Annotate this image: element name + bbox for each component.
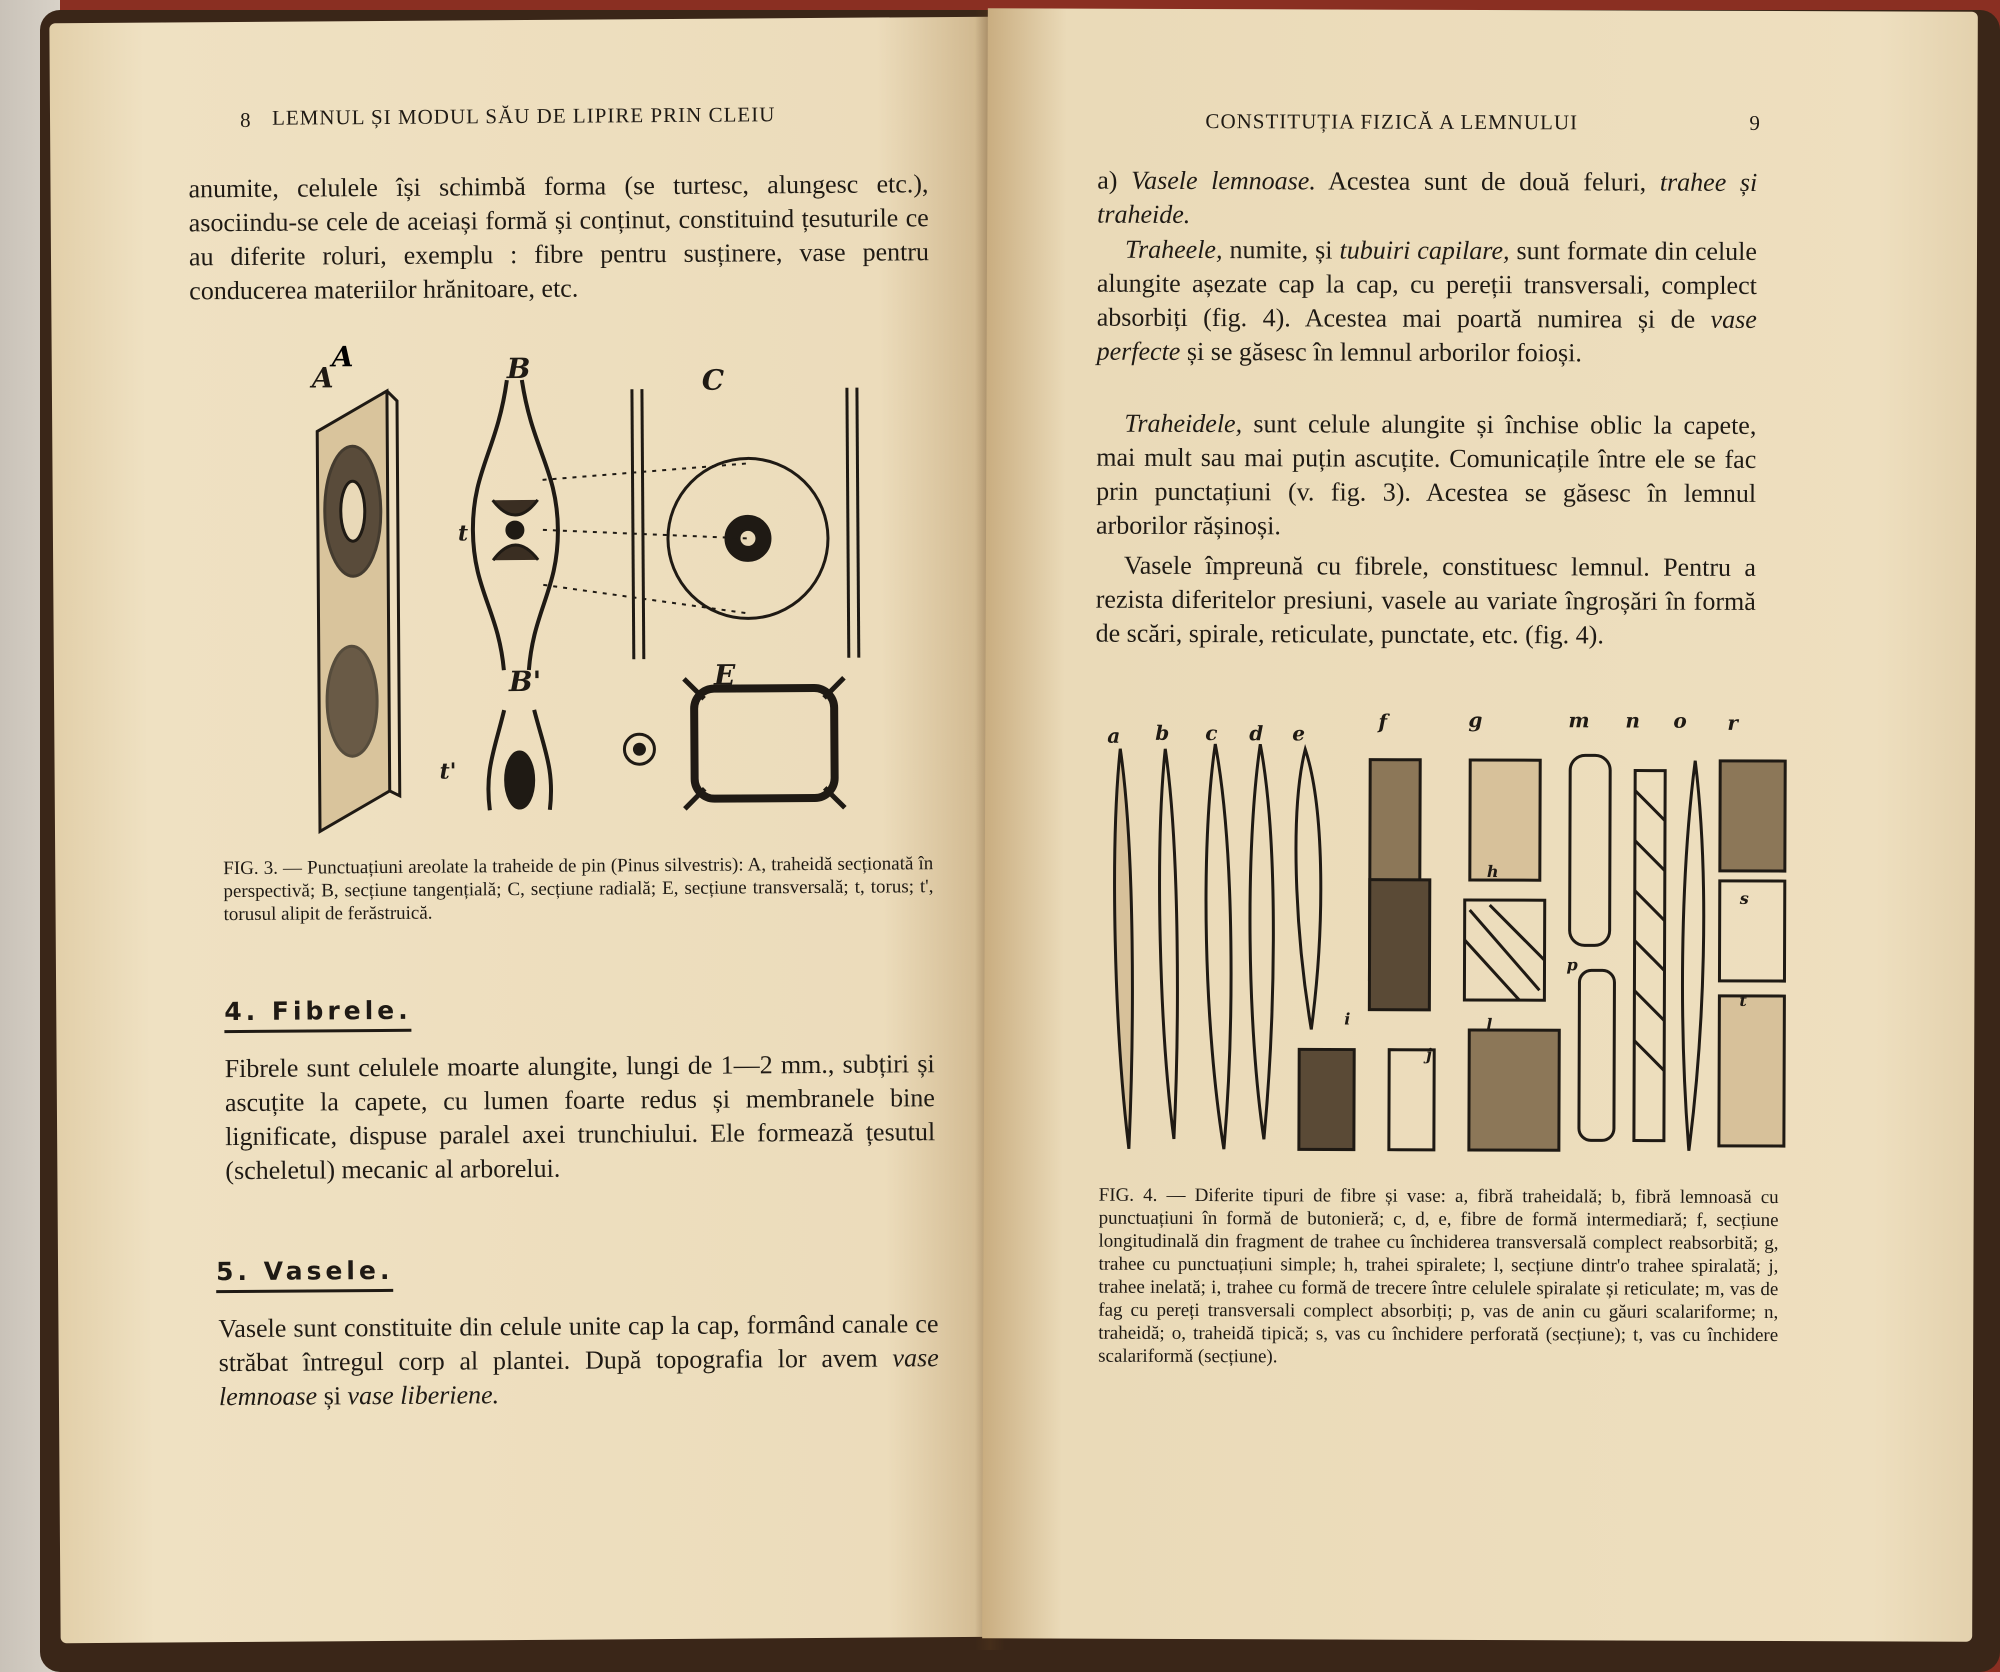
fig4-label-b: b bbox=[1155, 720, 1170, 745]
p3-body: sunt celule alungite și închise oblic la capete, mai mult sau mai puțin ascuțite. Comunicațile între ele se fac prin punctațiuni (v. fig. 3). Acestea se găsesc în lemnul arborilor rășinoși. bbox=[1095, 409, 1757, 541]
fig3-label-t-prime: t' bbox=[439, 758, 457, 785]
p2-b: sunt formate din celule alungite așezate cap la cap, cu pereții transversali, complect absorbiți (fig. 4). Acestea mai poartă numirea și de bbox=[1096, 236, 1758, 334]
right-running-head: CONSTITUȚIA FIZICĂ A LEMNULUI bbox=[1205, 109, 1579, 135]
fig4-label-c: c bbox=[1205, 721, 1218, 746]
fig3-label-E: E bbox=[713, 658, 736, 692]
left-page-number: 8 bbox=[239, 107, 251, 132]
p1-prefix: a) bbox=[1097, 165, 1132, 195]
section-5-term-liberiene: vase liberiene. bbox=[347, 1380, 500, 1411]
left-intro-paragraph: anumite, celulele își schimbă forma (se turtesc, alungesc etc.), asociindu-se cele de aceiași formă și conținut, constituind țesuturile ce au diferite roluri, exemplu : fibre pentru susținere, vase pentru conducerea materiilor hrănitoare, etc. bbox=[188, 169, 930, 306]
section-5-term-lemnoase: vase lemnoase bbox=[218, 1343, 939, 1412]
fig4-label-r: r bbox=[1727, 710, 1738, 735]
paragraph-vasele-impreuna: Vasele împreună cu fibrele, constituesc lemnul. Pentru a rezista diferitelor presiuni, vasele au variate îngroșări în formă de scări, spirale, reticulate, punctate, etc. (fig. 4). bbox=[1095, 550, 1756, 650]
paragraph-vasele-lemnoase bbox=[1097, 164, 1757, 234]
p2-a: numite, și bbox=[1222, 235, 1340, 265]
fig4-label-j: j bbox=[1426, 1044, 1433, 1064]
section-5-heading: 5. Vasele. bbox=[216, 1256, 394, 1293]
figure-3-caption: FIG. 3. — Punctuațiuni areolate la traheide de pin (Pinus silvestris): A, traheidă secționată în perspectivă; B, secțiune tangențială; C, secțiune radială; E, secțiune transversală; t, torus; t', torusul alipit de ferăstruică. bbox=[223, 853, 934, 926]
figure-4-illustration bbox=[1099, 729, 1790, 1161]
fig3-label-A: A bbox=[311, 361, 334, 395]
p1-term: Vasele lemnoase. bbox=[1131, 165, 1316, 196]
fig4-label-o: o bbox=[1673, 708, 1687, 733]
fig4-label-i: i bbox=[1344, 1009, 1351, 1029]
right-page-number: 9 bbox=[1749, 110, 1760, 135]
fig4-label-g: g bbox=[1468, 707, 1483, 733]
section-4-heading: 4. Fibrele. bbox=[224, 996, 412, 1033]
p1-body: Acestea sunt de două feluri, bbox=[1315, 166, 1660, 197]
right-page bbox=[982, 8, 1978, 1641]
paragraph-traheidele bbox=[1096, 407, 1756, 545]
p1-term2: trahee și traheide. bbox=[1097, 167, 1758, 229]
fig4-label-p: p bbox=[1566, 955, 1578, 975]
section-5-paragraph bbox=[218, 1307, 939, 1414]
p2-c: și se găsesc în lemnul arborilor foioși. bbox=[1180, 336, 1582, 368]
p2-term: Traheele, bbox=[1124, 234, 1223, 265]
fig4-label-f: f bbox=[1378, 709, 1388, 734]
fig4-label-h: h bbox=[1486, 862, 1499, 882]
section-5-text-a: Vasele sunt constituite din celule unite cap la cap, formând canale ce străbat întregul corp al plantei. După topografia lor avem bbox=[218, 1309, 939, 1378]
fig4-label-d: d bbox=[1249, 721, 1264, 746]
left-running-head: LEMNUL ȘI MODUL SĂU DE LIPIRE PRIN CLEIU bbox=[271, 102, 776, 130]
p2-term2: tubuiri capilare, bbox=[1339, 235, 1510, 266]
fig3-label-A: A bbox=[331, 340, 354, 374]
paragraph-traheele bbox=[1097, 233, 1757, 371]
fig4-label-n: n bbox=[1625, 708, 1640, 733]
left-page bbox=[49, 17, 1000, 1644]
fig4-label-e: e bbox=[1292, 721, 1306, 746]
fig4-label-t: t bbox=[1739, 990, 1747, 1010]
section-5-text-b: și bbox=[317, 1381, 348, 1411]
figure-3-illustration bbox=[292, 340, 875, 832]
fig3-label-B: B bbox=[506, 351, 531, 386]
fig3-label-B-prime: B' bbox=[508, 664, 542, 699]
p3-term: Traheidele, bbox=[1124, 408, 1243, 439]
p2-term3: vase perfecte bbox=[1096, 304, 1757, 366]
fig3-label-C: C bbox=[701, 363, 725, 397]
fig4-label-a: a bbox=[1107, 723, 1121, 748]
fig4-label-s: s bbox=[1739, 888, 1749, 908]
section-4-paragraph: Fibrele sunt celulele moarte alungite, lungi de 1—2 mm., subțiri și ascuțite la capete, cu lumen foarte redus și membranele bine lignificate, dispuse paralel axei trunchiului. Ele formează țesutul (scheletul) mecanic al arborelui. bbox=[224, 1049, 936, 1186]
fig4-label-l: l bbox=[1486, 1015, 1493, 1035]
fig3-label-t: t bbox=[457, 520, 469, 547]
figure-4-caption: FIG. 4. — Diferite tipuri de fibre și vase: a, fibră traheidală; b, fibră lemnoasă cu punctuațiuni în formă de butonieră; c, d, e, fibre de formă intermediară; f, secțiune longitudinală din fragment de trahee cu închiderea transversală complect reabsorbită; g, trahee cu punctuațiuni simple; h, trahei spiralete; l, secțiune dintr'o trahee spiralată; j, trahee inelată; i, trahee cu formă de trecere între celulele spiralate și reticulate; m, vas de fag cu pereți transversali complect absorbiți; p, vas de anin cu găuri scalariforme; n, traheidă; o, traheidă tipică; s, vas cu închidere perforată (secțiune); t, vas cu închidere scalariformă (secțiune). bbox=[1098, 1184, 1779, 1368]
fig4-label-m: m bbox=[1568, 708, 1590, 733]
